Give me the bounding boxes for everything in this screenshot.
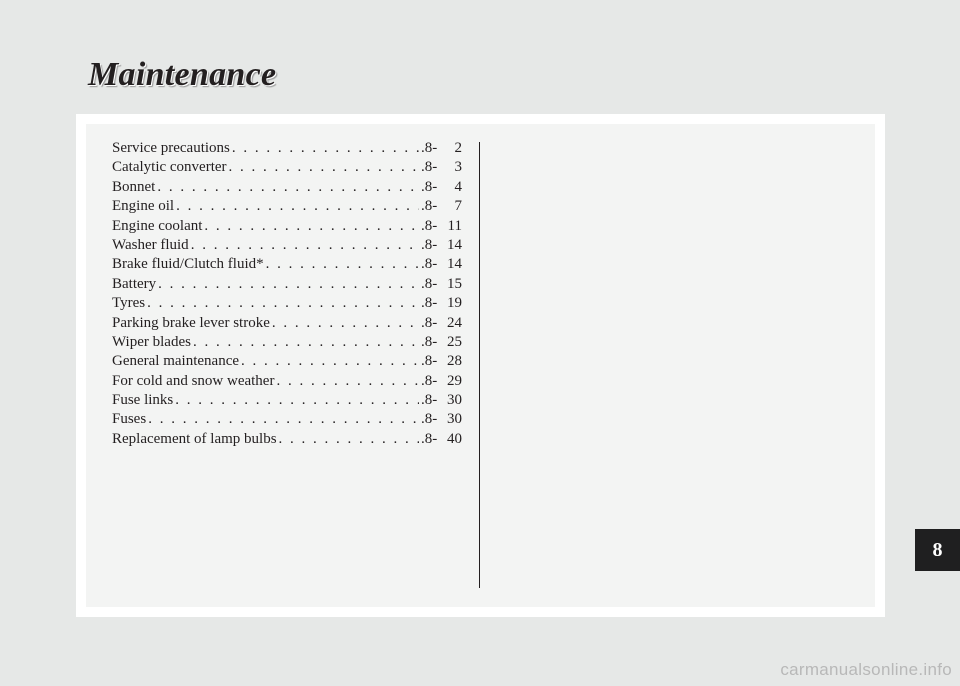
toc-entry-section: .8-	[421, 295, 438, 312]
toc-entry-label: Replacement of lamp bulbs	[112, 430, 277, 447]
toc-entry-page: 25	[447, 333, 462, 350]
toc-entry-wiper-blades[interactable]	[112, 333, 462, 352]
toc-entry-section: .8-	[421, 314, 438, 331]
toc-entry-catalytic-converter[interactable]	[112, 158, 462, 177]
toc-entry-page: 2	[454, 140, 462, 156]
toc-entry-page: 40	[447, 430, 462, 447]
toc-entry-parking-brake[interactable]	[112, 314, 462, 333]
watermark: carmanualsonline.info	[780, 660, 952, 679]
toc-entry-section: .8-	[421, 256, 438, 273]
toc-entry-page: 30	[447, 411, 462, 428]
toc-entry-section: .8-	[421, 159, 438, 176]
toc-entry-page: 14	[447, 236, 462, 253]
toc-leader-dots	[272, 314, 419, 333]
toc-leader-dots	[147, 294, 419, 313]
page-title: Maintenance	[88, 56, 277, 93]
toc-entry-page: 28	[447, 353, 462, 370]
toc-entry-fuses[interactable]	[112, 410, 462, 429]
toc-leader-dots	[193, 333, 419, 352]
toc-entry-section: .8-	[421, 198, 438, 215]
toc-entry-lamp-bulbs[interactable]	[112, 430, 462, 449]
toc-entry-page: 29	[447, 372, 462, 389]
toc-entry-page: 4	[454, 178, 462, 195]
toc-leader-dots	[175, 391, 419, 410]
toc-entry-section: .8-	[421, 236, 438, 253]
toc-entry-label: Parking brake lever stroke	[112, 314, 270, 331]
toc-entry-section: .8-	[421, 392, 438, 409]
toc-leader-dots	[276, 372, 419, 391]
toc-leader-dots	[266, 255, 419, 274]
table-of-contents	[112, 139, 462, 449]
toc-entry-general-maintenance[interactable]	[112, 352, 462, 371]
toc-leader-dots	[204, 217, 419, 236]
toc-entry-section: .8-	[421, 372, 438, 389]
toc-entry-bonnet[interactable]	[112, 178, 462, 197]
toc-entry-label: Washer fluid	[112, 236, 189, 253]
toc-entry-label: Engine coolant	[112, 217, 203, 234]
toc-entry-section: .8-	[421, 411, 438, 428]
toc-leader-dots	[148, 410, 419, 429]
toc-leader-dots	[191, 236, 419, 255]
toc-entry-page: 30	[447, 392, 462, 409]
toc-entry-page: 24	[447, 314, 462, 331]
toc-entry-page: 7	[454, 198, 462, 215]
chapter-tab[interactable]: 8	[915, 529, 960, 571]
toc-entry-label: Fuse links	[112, 392, 174, 409]
toc-entry-fuse-links[interactable]	[112, 391, 462, 410]
toc-entry-tyres[interactable]	[112, 294, 462, 313]
toc-leader-dots	[229, 158, 419, 177]
toc-entry-cold-snow-weather[interactable]	[112, 372, 462, 391]
column-divider	[479, 142, 480, 588]
toc-entry-label: Tyres	[112, 295, 146, 312]
toc-entry-page: 14	[447, 256, 462, 273]
toc-entry-section: .8-	[421, 353, 438, 370]
toc-entry-label: Brake fluid/Clutch fluid*	[112, 256, 264, 273]
toc-entry-section: .8-	[421, 333, 438, 350]
toc-entry-label: General maintenance	[112, 353, 240, 370]
toc-entry-page: 11	[447, 217, 462, 234]
toc-leader-dots	[241, 352, 419, 371]
toc-entry-section: .8-	[421, 217, 438, 234]
toc-entry-section: .8-	[421, 430, 438, 447]
toc-entry-page: 19	[447, 295, 462, 312]
toc-entry-section: .8-	[421, 140, 438, 156]
toc-leader-dots	[157, 178, 419, 197]
toc-entry-page: 3	[454, 159, 462, 176]
toc-entry-section: .8-	[421, 275, 438, 292]
toc-entry-label: Wiper blades	[112, 333, 191, 350]
toc-entry-engine-coolant[interactable]	[112, 217, 462, 236]
toc-leader-dots	[176, 197, 419, 216]
toc-entry-label: Fuses	[112, 411, 147, 428]
toc-entry-label: Service precautions	[112, 140, 230, 156]
toc-leader-dots	[279, 430, 419, 449]
toc-entry-service-precautions[interactable]	[112, 139, 462, 158]
toc-entry-label: Bonnet	[112, 178, 156, 195]
toc-entry-section: .8-	[421, 178, 438, 195]
toc-entry-washer-fluid[interactable]	[112, 236, 462, 255]
toc-entry-label: Engine oil	[112, 198, 175, 215]
toc-entry-label: Catalytic converter	[112, 159, 227, 176]
toc-leader-dots	[232, 139, 419, 158]
toc-entry-brake-clutch-fluid[interactable]	[112, 255, 462, 274]
toc-entry-label: For cold and snow weather	[112, 372, 275, 389]
toc-leader-dots	[158, 275, 419, 294]
toc-entry-page: 15	[447, 275, 462, 292]
toc-entry-engine-oil[interactable]	[112, 197, 462, 216]
toc-entry-label: Battery	[112, 275, 157, 292]
toc-entry-battery[interactable]	[112, 275, 462, 294]
